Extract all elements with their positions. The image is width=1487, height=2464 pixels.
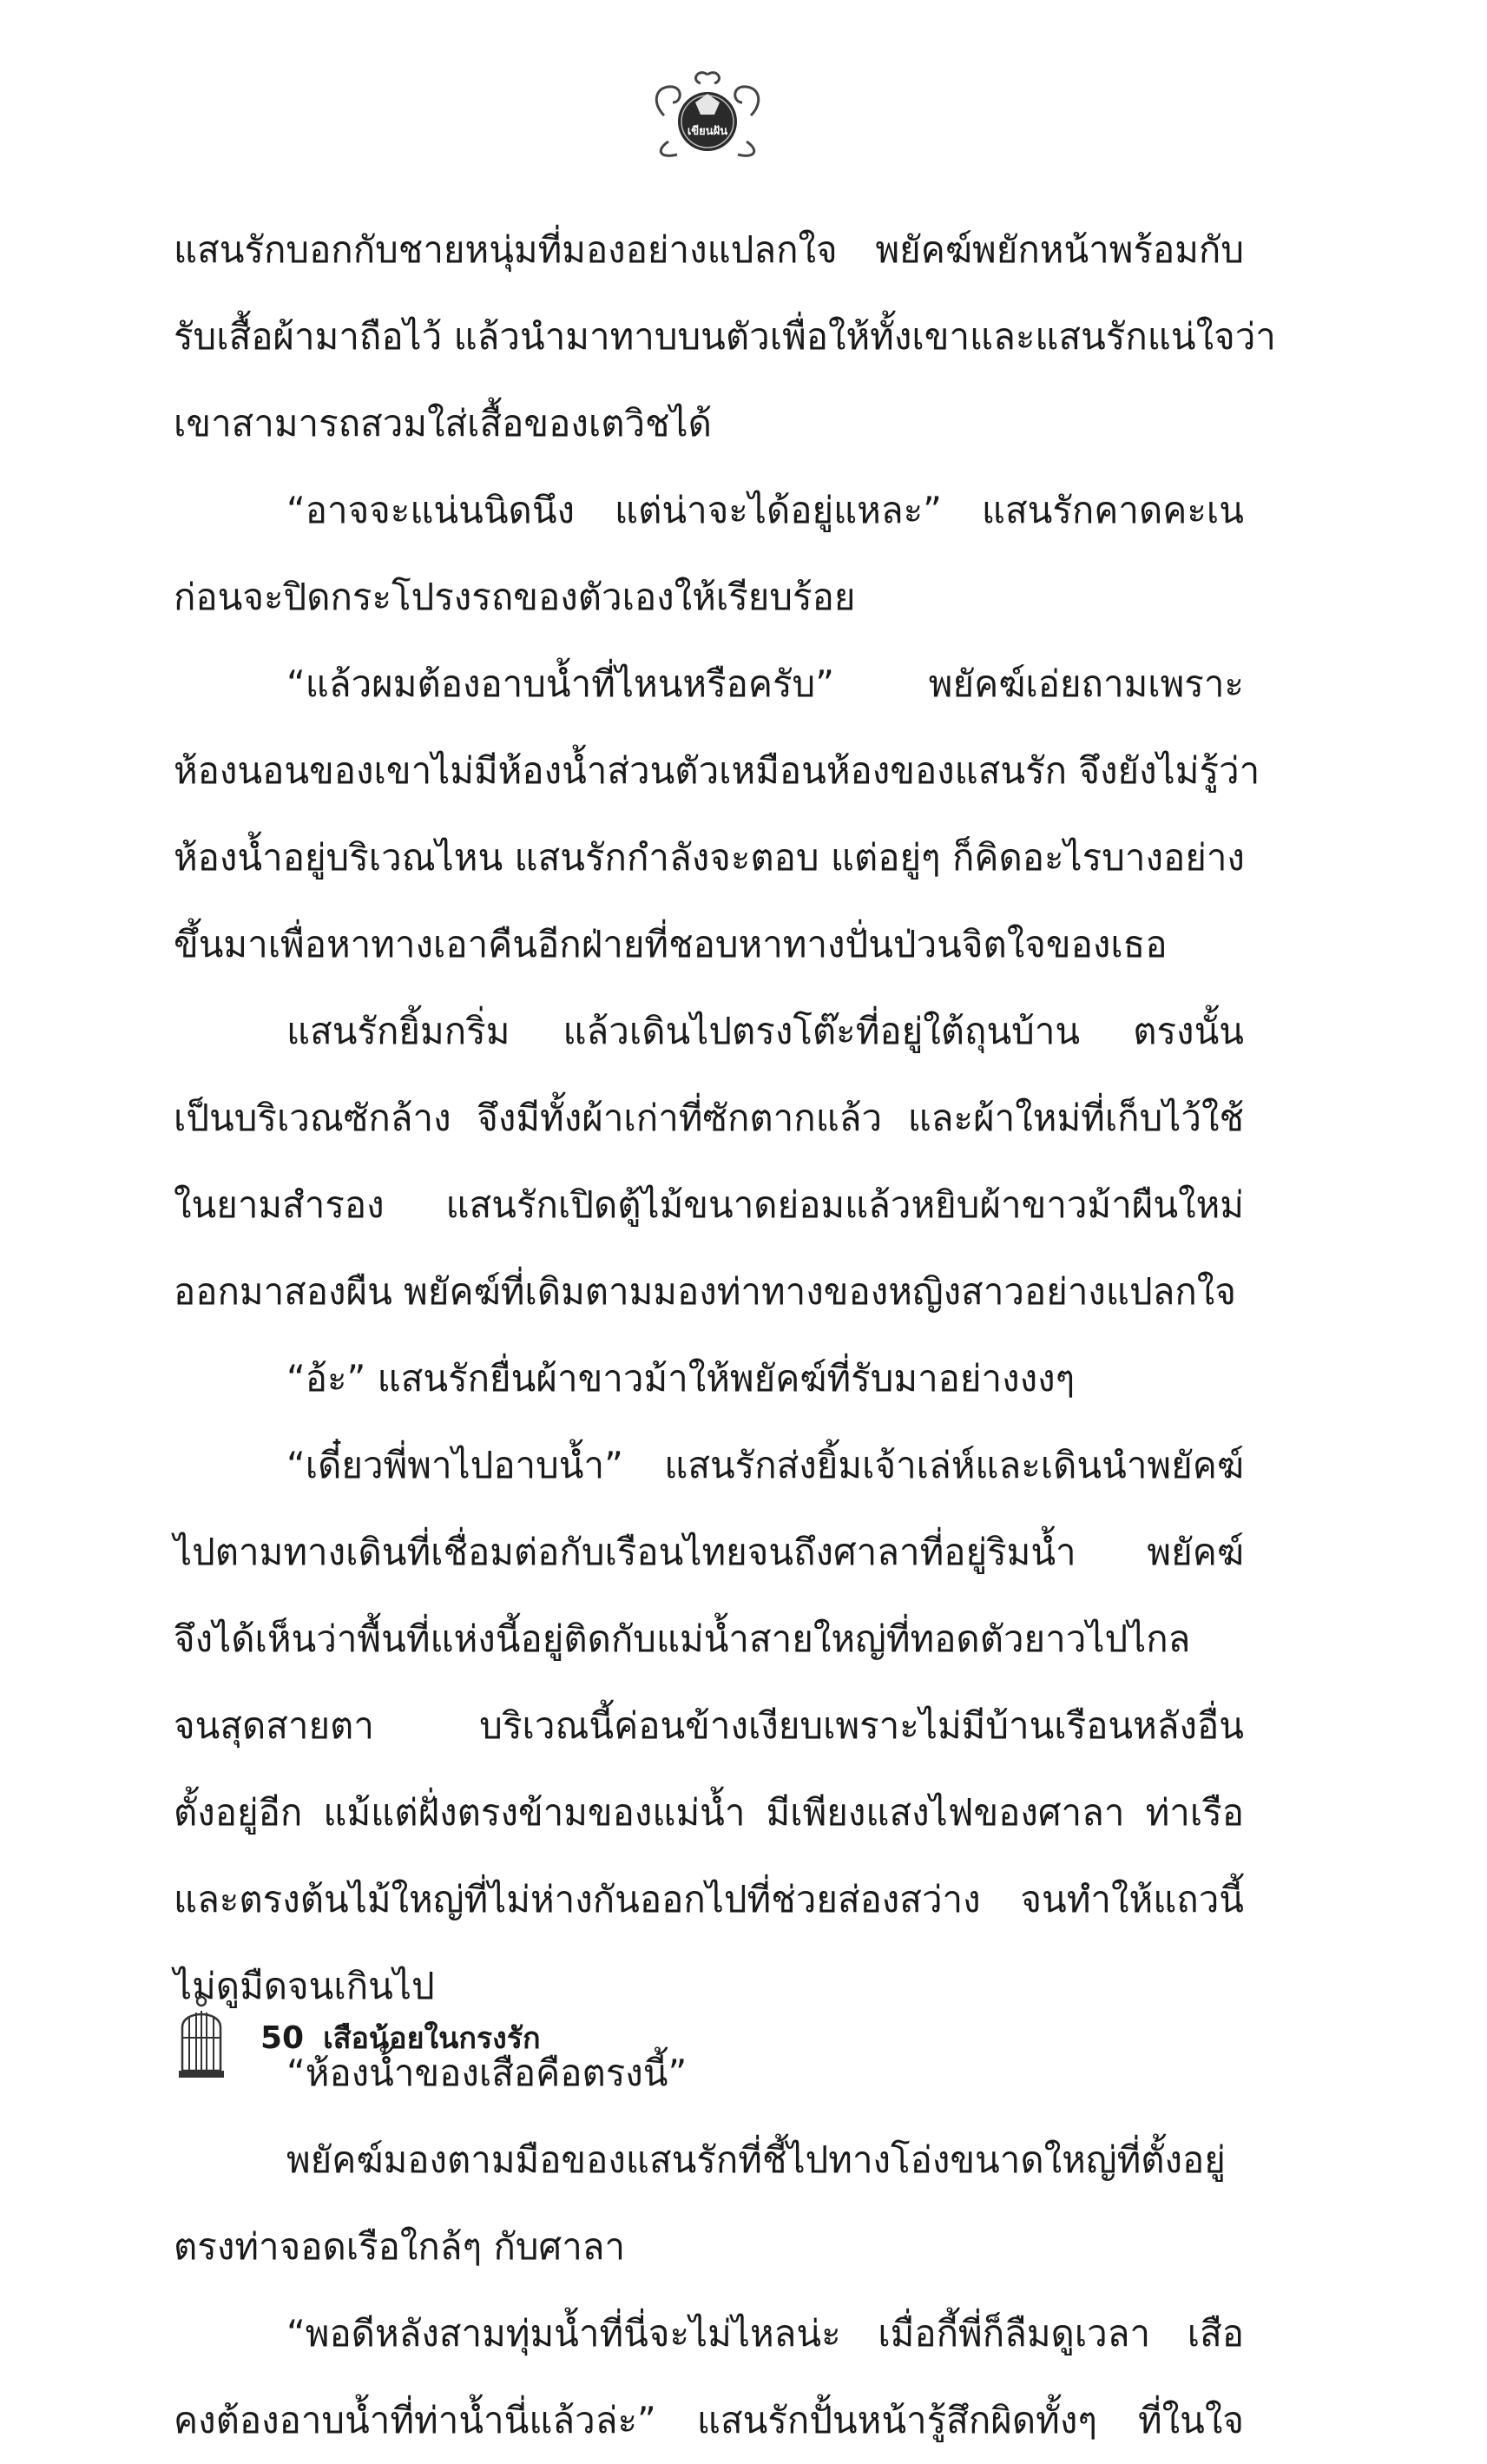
text-line: จึงได้เห็นว่าพื้นที่แห่งนี้อยู่ติดกับแม่น้ำสายใหญ่ที่ทอดตัวยาวไปไกล xyxy=(174,1617,1191,1660)
text-line: รับเสื้อผ้ามาถือไว้ แล้วนำมาทาบบนตัวเพื่อให้ทั้งเขาและแสนรักแน่ใจว่า xyxy=(174,315,1276,358)
text-line: “ห้องน้ำของเสือคือตรงนี้” xyxy=(286,2052,688,2094)
text-line: ห้องนอนของเขาไม่มีห้องน้ำส่วนตัวเหมือนห้องของแสนรัก จึงยังไม่รู้ว่า xyxy=(174,749,1260,792)
book-title: เสือน้อยในกรงรัก xyxy=(323,2021,541,2056)
text-line: แสนรักบอกกับชายหนุ่มที่มองอย่างแปลกใจ พยัคฆ์พยักหน้าพร้อมกับ xyxy=(174,228,1244,271)
text-line: แสนรักยิ้มกริ่ม แล้วเดินไปตรงโต๊ะที่อยู่ใต้ถุนบ้าน ตรงนั้น xyxy=(286,1010,1244,1052)
logo-ornament-icon xyxy=(647,68,768,163)
text-line: เป็นบริเวณซักล้าง จึงมีทั้งผ้าเก่าที่ซักตากแล้ว และผ้าใหม่ที่เก็บไว้ใช้ xyxy=(174,1097,1244,1139)
text-line: ตรงท่าจอดเรือใกล้ๆ กับศาลา xyxy=(174,2225,626,2268)
text-line: ไปตามทางเดินที่เชื่อมต่อกับเรือนไทยจนถึงศาลาที่อยู่ริมน้ำ พยัคฆ์ xyxy=(174,1531,1244,1573)
text-line: ไม่ดูมืดจนเกินไป xyxy=(174,1965,435,2007)
text-line: ห้องน้ำอยู่บริเวณไหน แสนรักกำลังจะตอบ แต่อยู่ๆ ก็คิดอะไรบางอย่าง xyxy=(174,836,1245,879)
birdcage-icon xyxy=(174,1994,229,2081)
page-number: 50 xyxy=(260,2019,305,2056)
text-line: ออกมาสองผืน พยัคฆ์ที่เดิมตามมองท่าทางของหญิงสาวอย่างแปลกใจ xyxy=(174,1270,1236,1313)
text-line: ขึ้นมาเพื่อหาทางเอาคืนอีกฝ่ายที่ชอบหาทางปั่นป่วนจิตใจของเธอ xyxy=(174,923,1168,965)
text-line: “เดี๋ยวพี่พาไปอาบน้ำ” แสนรักส่งยิ้มเจ้าเล่ห์และเดินนำพยัคฆ์ xyxy=(286,1444,1244,1486)
text-line: พยัคฆ์มองตามมือของแสนรักที่ชี้ไปทางโอ่งขนาดใหญ่ที่ตั้งอยู่ xyxy=(286,2138,1226,2181)
text-line: และตรงต้นไม้ใหญ่ที่ไม่ห่างกันออกไปที่ช่วยส่องสว่าง จนทำให้แถวนี้ xyxy=(174,1878,1244,1920)
text-line: เขาสามารถสวมใส่เสื้อของเตวิชได้ xyxy=(174,402,712,445)
text-line: “อาจจะแน่นนิดนึง แต่น่าจะได้อยู่แหละ” แสนรักคาดคะเน xyxy=(286,489,1244,531)
text-line: ตั้งอยู่อีก แม้แต่ฝั่งตรงข้ามของแม่น้ำ มีเพียงแสงไฟของศาลา ท่าเรือ xyxy=(174,1791,1244,1834)
text-line: “แล้วผมต้องอาบน้ำที่ไหนหรือครับ” พยัคฆ์เอ่ยถามเพราะ xyxy=(286,662,1244,705)
text-line: “อ้ะ” แสนรักยื่นผ้าขาวม้าให้พยัคฆ์ที่รับมาอย่างงงๆ xyxy=(286,1357,1076,1400)
logo-text: เขียนฝัน xyxy=(687,125,728,138)
text-line: จนสุดสายตา บริเวณนี้ค่อนข้างเงียบเพราะไม่มีบ้านเรือนหลังอื่น xyxy=(174,1704,1244,1747)
publisher-logo xyxy=(647,68,768,163)
text-line: ในยามสำรอง แสนรักเปิดตู้ไม้ขนาดย่อมแล้วหยิบผ้าขาวม้าผืนใหม่ xyxy=(174,1183,1244,1226)
page-body xyxy=(174,207,1276,2464)
text-line: คงต้องอาบน้ำที่ท่าน้ำนี่แล้วล่ะ” แสนรักปั้นหน้ารู้สึกผิดทั้งๆ ที่ในใจ xyxy=(174,2399,1244,2441)
text-line: “พอดีหลังสามทุ่มน้ำที่นี่จะไม่ไหลน่ะ เมื่อกี้พี่ก็ลืมดูเวลา เสือ xyxy=(286,2312,1244,2355)
text-line: ก่อนจะปิดกระโปรงรถของตัวเองให้เรียบร้อย xyxy=(174,576,856,618)
page-footer xyxy=(174,1990,541,2085)
